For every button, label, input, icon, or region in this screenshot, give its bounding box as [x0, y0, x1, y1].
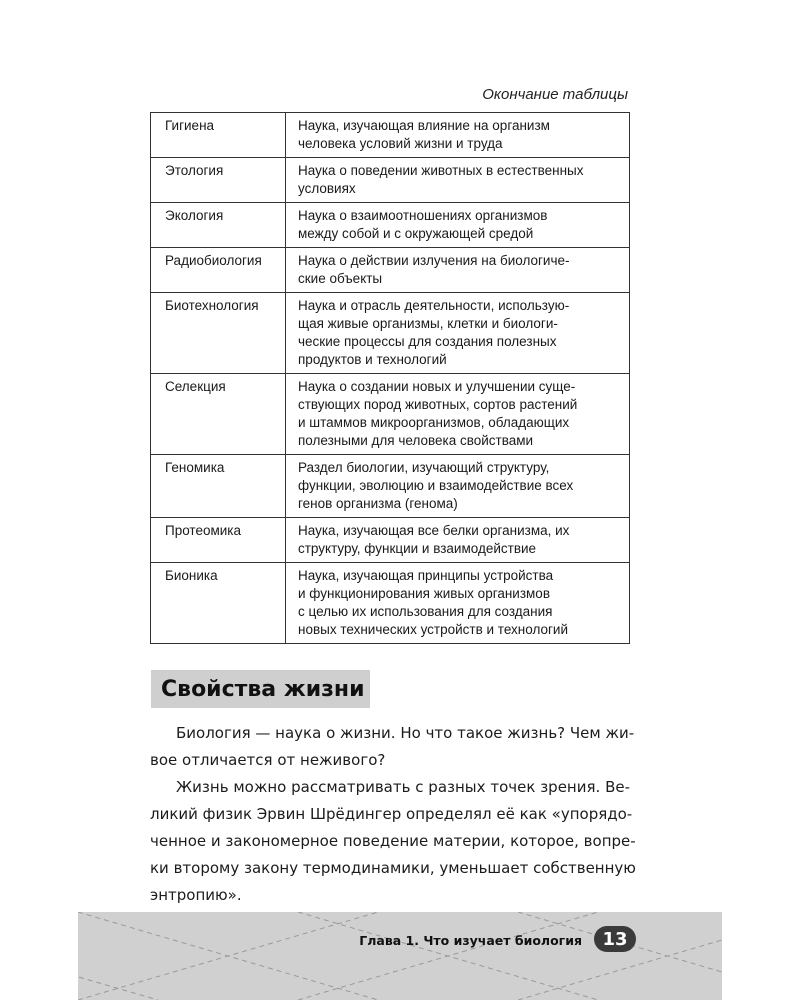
- definition-cell: [286, 293, 630, 374]
- paragraph: [150, 774, 636, 909]
- definition-line: генов организма (генома): [298, 496, 458, 511]
- definition-cell: [286, 518, 630, 563]
- term-cell: Этология: [151, 158, 286, 203]
- definition-line: Наука, изучающая все белки организма, их: [298, 523, 570, 538]
- term-cell: Радиобиология: [151, 248, 286, 293]
- term-cell: Экология: [151, 203, 286, 248]
- table-row: [151, 518, 630, 563]
- term-cell: Селекция: [151, 374, 286, 455]
- text-line: вое отличается от неживого?: [150, 751, 386, 769]
- term-cell: Биотехнология: [151, 293, 286, 374]
- footer-pattern: [78, 912, 722, 1000]
- body-text: [150, 720, 636, 909]
- definition-line: и штаммов микроорганизмов, обладающих: [298, 415, 570, 430]
- definition-line: человека условий жизни и труда: [298, 136, 503, 151]
- page-number-badge: 13: [594, 926, 636, 952]
- definition-cell: [286, 374, 630, 455]
- definition-line: Наука о создании новых и улучшении суще-: [298, 379, 576, 394]
- definition-line: ские объекты: [298, 271, 383, 286]
- section-heading: Свойства жизни: [151, 670, 370, 708]
- text-line: Жизнь можно рассматривать с разных точек зрения. Ве-: [176, 778, 630, 796]
- terms-table-body: [151, 113, 630, 644]
- definition-line: Наука и отрасль деятельности, использую-: [298, 298, 570, 313]
- term-cell: Протеомика: [151, 518, 286, 563]
- definition-line: условиях: [298, 181, 356, 196]
- definition-cell: [286, 455, 630, 518]
- definition-cell: [286, 203, 630, 248]
- table-caption: Окончание таблицы: [482, 86, 628, 103]
- definition-line: с целью их использования для создания: [298, 604, 553, 619]
- table-row: [151, 203, 630, 248]
- term-cell: Бионика: [151, 563, 286, 644]
- table-row: [151, 563, 630, 644]
- definition-line: ческие процессы для создания полезных: [298, 334, 557, 349]
- definition-line: Наука о действии излучения на биологиче-: [298, 253, 570, 268]
- chapter-title: Глава 1. Что изучает биология: [359, 933, 582, 948]
- text-line: энтропию».: [150, 886, 242, 904]
- definition-cell: [286, 113, 630, 158]
- definition-line: и функционирования живых организмов: [298, 586, 550, 601]
- definition-line: Раздел биологии, изучающий структуру,: [298, 460, 550, 475]
- paragraph: [150, 720, 635, 774]
- text-line: ликий физик Эрвин Шрёдингер определял её как «упорядо-: [150, 805, 633, 823]
- definition-cell: [286, 563, 630, 644]
- definition-cell: [286, 248, 630, 293]
- definition-line: Наука, изучающая принципы устройства: [298, 568, 554, 583]
- definition-line: функции, эволюцию и взаимодействие всех: [298, 478, 574, 493]
- text-line: ченное и закономерное поведение материи, которое, вопре-: [150, 832, 636, 850]
- definition-line: продуктов и технологий: [298, 352, 447, 367]
- definition-line: между собой и с окружающей средой: [298, 226, 534, 241]
- terms-table: [150, 112, 630, 644]
- definition-cell: [286, 158, 630, 203]
- definition-line: ствующих пород животных, сортов растений: [298, 397, 578, 412]
- table-row: [151, 158, 630, 203]
- table-row: [151, 455, 630, 518]
- definition-line: полезными для человека свойствами: [298, 433, 534, 448]
- definition-line: структуру, функции и взаимодействие: [298, 541, 537, 556]
- table-row: [151, 248, 630, 293]
- page-footer: [78, 912, 722, 1000]
- text-line: ки второму закону термодинамики, уменьшает собственную: [150, 859, 636, 877]
- definition-line: Наука, изучающая влияние на организм: [298, 118, 550, 133]
- definition-line: новых технических устройств и технологий: [298, 622, 569, 637]
- text-line: Биология — наука о жизни. Но что такое жизнь? Чем жи-: [176, 724, 635, 742]
- table-row: [151, 374, 630, 455]
- table-row: [151, 293, 630, 374]
- definition-line: щая живые организмы, клетки и биологи-: [298, 316, 558, 331]
- table-row: [151, 113, 630, 158]
- term-cell: Геномика: [151, 455, 286, 518]
- definition-line: Наука о взаимоотношениях организмов: [298, 208, 548, 223]
- term-cell: Гигиена: [151, 113, 286, 158]
- definition-line: Наука о поведении животных в естественных: [298, 163, 584, 178]
